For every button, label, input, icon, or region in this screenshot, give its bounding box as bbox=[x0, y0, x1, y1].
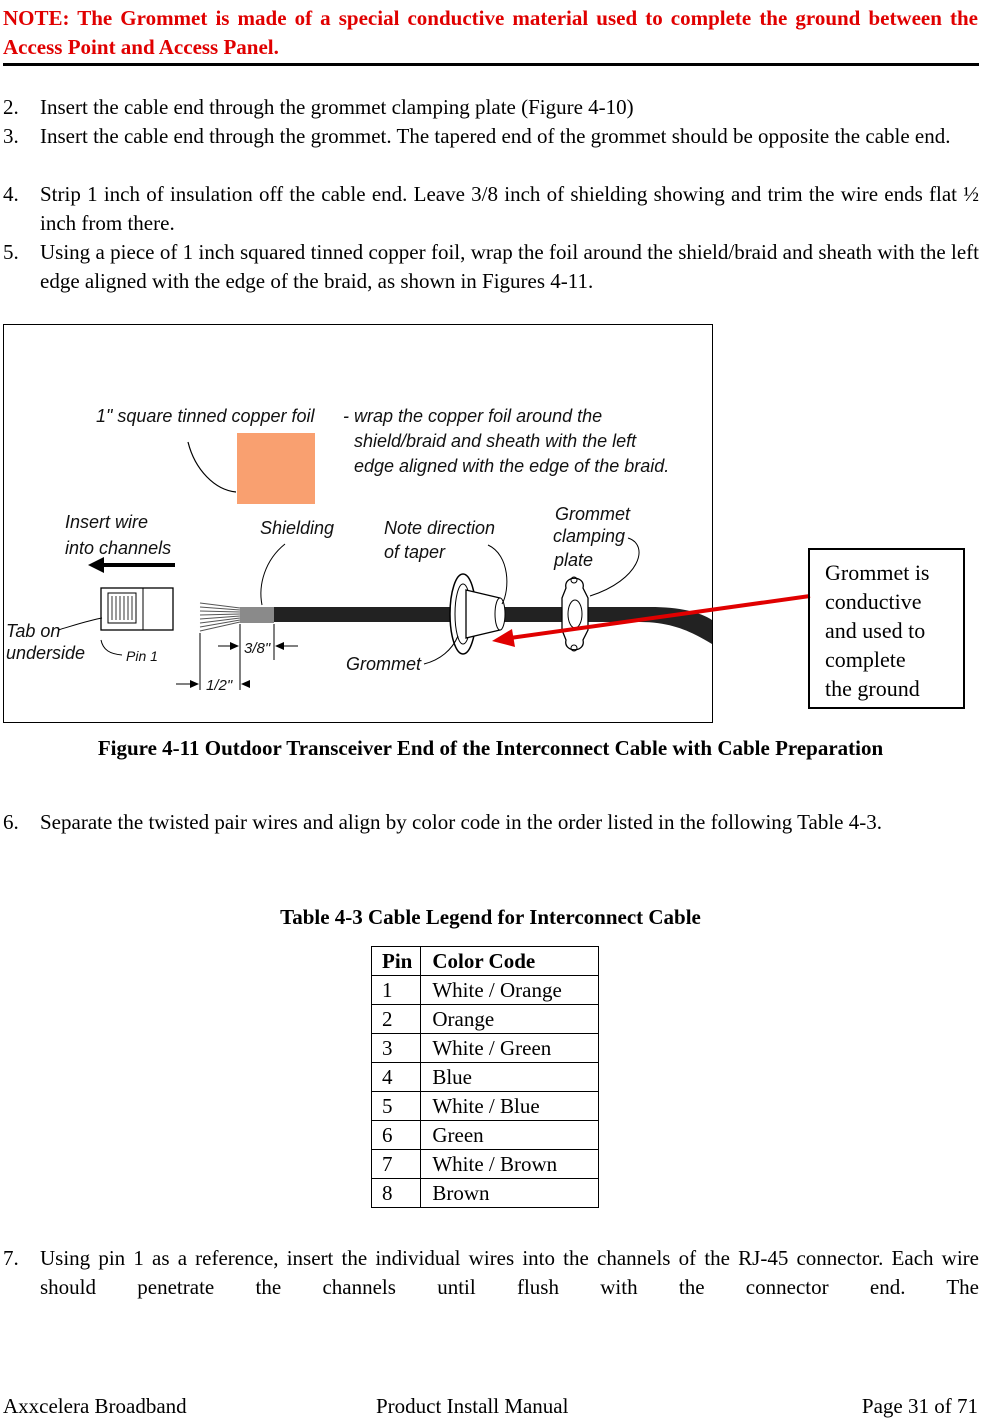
wrap-line-3: edge aligned with the edge of the braid. bbox=[354, 456, 670, 476]
wrap-line-2: shield/braid and sheath with the left bbox=[354, 431, 637, 451]
note-warning: NOTE: The Grommet is made of a special conductive material used to complete the ground between the Access Point and Access Panel. bbox=[3, 6, 978, 59]
tab-line-2: underside bbox=[6, 643, 86, 663]
step-number: 6. bbox=[3, 810, 19, 834]
step-text: Separate the twisted pair wires and align by color code in the order listed in the following Table 4-3. bbox=[40, 810, 882, 834]
figure-caption: Figure 4-11 Outdoor Transceiver End of the Interconnect Cable with Cable Preparation bbox=[97, 736, 884, 760]
step-7 bbox=[3, 1244, 979, 1302]
column-header: Pin bbox=[372, 947, 421, 976]
step-text: Using a piece of 1 inch squared tinned copper foil, wrap the foil around the shield/braid and sheath with the left edge aligned with the edge of the braid, as shown in Figures 4-11. bbox=[40, 240, 979, 293]
callout-line: and used to bbox=[825, 618, 926, 643]
rj45-connector bbox=[101, 588, 173, 630]
taper-leader bbox=[488, 545, 507, 604]
callout-line: complete bbox=[825, 647, 906, 672]
clamp-leader bbox=[590, 538, 639, 596]
insert-line-2: into channels bbox=[65, 538, 172, 558]
table-header-row bbox=[372, 947, 599, 976]
table-row bbox=[372, 1179, 599, 1208]
shielding-leader bbox=[261, 544, 285, 605]
pin-cell: 2 bbox=[372, 1005, 421, 1034]
step-text: Insert the cable end through the grommet. The tapered end of the grommet should be opposite the cable end. bbox=[40, 124, 951, 148]
foil-label: 1" square tinned copper foil bbox=[96, 406, 315, 426]
grommet-callout-box bbox=[808, 548, 965, 709]
clamp-line-3: plate bbox=[554, 550, 594, 570]
step-number: 3. bbox=[3, 124, 19, 148]
step-text: Insert the cable end through the grommet clamping plate (Figure 4-10) bbox=[40, 95, 634, 119]
copper-foil-swatch bbox=[237, 433, 315, 504]
clamp-line-2: clamping bbox=[553, 526, 626, 546]
callout-line: the ground bbox=[825, 676, 920, 701]
color-cell: Blue bbox=[421, 1063, 599, 1092]
table-row bbox=[372, 1005, 599, 1034]
pin-cell: 7 bbox=[372, 1150, 421, 1179]
tab-line-1: Tab on bbox=[6, 621, 61, 641]
table-row bbox=[372, 1034, 599, 1063]
clamp-line-1: Grommet bbox=[555, 504, 631, 524]
column-header: Color Code bbox=[421, 947, 599, 976]
three-eighths-label: 3/8" bbox=[244, 640, 271, 657]
callout-line: conductive bbox=[825, 589, 922, 614]
step-number: 4. bbox=[3, 182, 19, 206]
table-row bbox=[372, 1150, 599, 1179]
twisted-wires bbox=[200, 603, 240, 631]
table-caption: Table 4-3 Cable Legend for Interconnect Cable bbox=[280, 905, 701, 929]
foil-leader bbox=[188, 442, 236, 492]
table-row bbox=[372, 1121, 599, 1150]
pin-cell: 1 bbox=[372, 976, 421, 1005]
step-number: 2. bbox=[3, 95, 19, 119]
color-cell: White / Brown bbox=[421, 1150, 599, 1179]
shielding-label: Shielding bbox=[260, 518, 335, 538]
pin-cell: 3 bbox=[372, 1034, 421, 1063]
wrap-line-1: - wrap the copper foil around the bbox=[343, 406, 603, 426]
footer-page-number: Page 31 of 71 bbox=[861, 1394, 978, 1418]
table-row bbox=[372, 1092, 599, 1121]
step-text: Strip 1 inch of insulation off the cable end. Leave 3/8 inch of shielding showing and trim the wire ends flat ½ inch from there. bbox=[40, 182, 979, 235]
pin-cell: 8 bbox=[372, 1179, 421, 1208]
color-cell: Brown bbox=[421, 1179, 599, 1208]
taper-line-2: of taper bbox=[384, 542, 446, 562]
footer-manual-title: Product Install Manual bbox=[376, 1394, 569, 1418]
callout-line: Grommet is bbox=[825, 560, 930, 585]
taper-line-1: Note direction bbox=[384, 518, 496, 538]
color-cell: White / Blue bbox=[421, 1092, 599, 1121]
pin1-leader bbox=[101, 640, 122, 655]
color-cell: White / Green bbox=[421, 1034, 599, 1063]
grommet-clamping-plate bbox=[562, 577, 588, 651]
step-6 bbox=[3, 808, 979, 866]
footer-company: Axxcelera Broadband bbox=[3, 1394, 187, 1418]
half-inch-label: 1/2" bbox=[206, 677, 233, 694]
grommet-label: Grommet bbox=[346, 654, 422, 674]
table-row bbox=[372, 1063, 599, 1092]
pin-cell: 4 bbox=[372, 1063, 421, 1092]
step-number: 7. bbox=[3, 1246, 19, 1270]
pin1-label: Pin 1 bbox=[126, 648, 158, 664]
insert-arrow-head bbox=[88, 557, 104, 573]
cable-legend-table bbox=[371, 946, 599, 1208]
step-number: 5. bbox=[3, 240, 19, 264]
pin-cell: 6 bbox=[372, 1121, 421, 1150]
table-row bbox=[372, 976, 599, 1005]
shielding-braid bbox=[240, 607, 274, 623]
color-cell: White / Orange bbox=[421, 976, 599, 1005]
step-text: Using pin 1 as a reference, insert the individual wires into the channels of the RJ-45 connector. Each wire should penetrate the channels until flush with the connector end. The bbox=[40, 1246, 979, 1299]
color-cell: Orange bbox=[421, 1005, 599, 1034]
color-cell: Green bbox=[421, 1121, 599, 1150]
tab-leader bbox=[58, 618, 102, 630]
insert-line-1: Insert wire bbox=[65, 512, 149, 532]
pin-cell: 5 bbox=[372, 1092, 421, 1121]
